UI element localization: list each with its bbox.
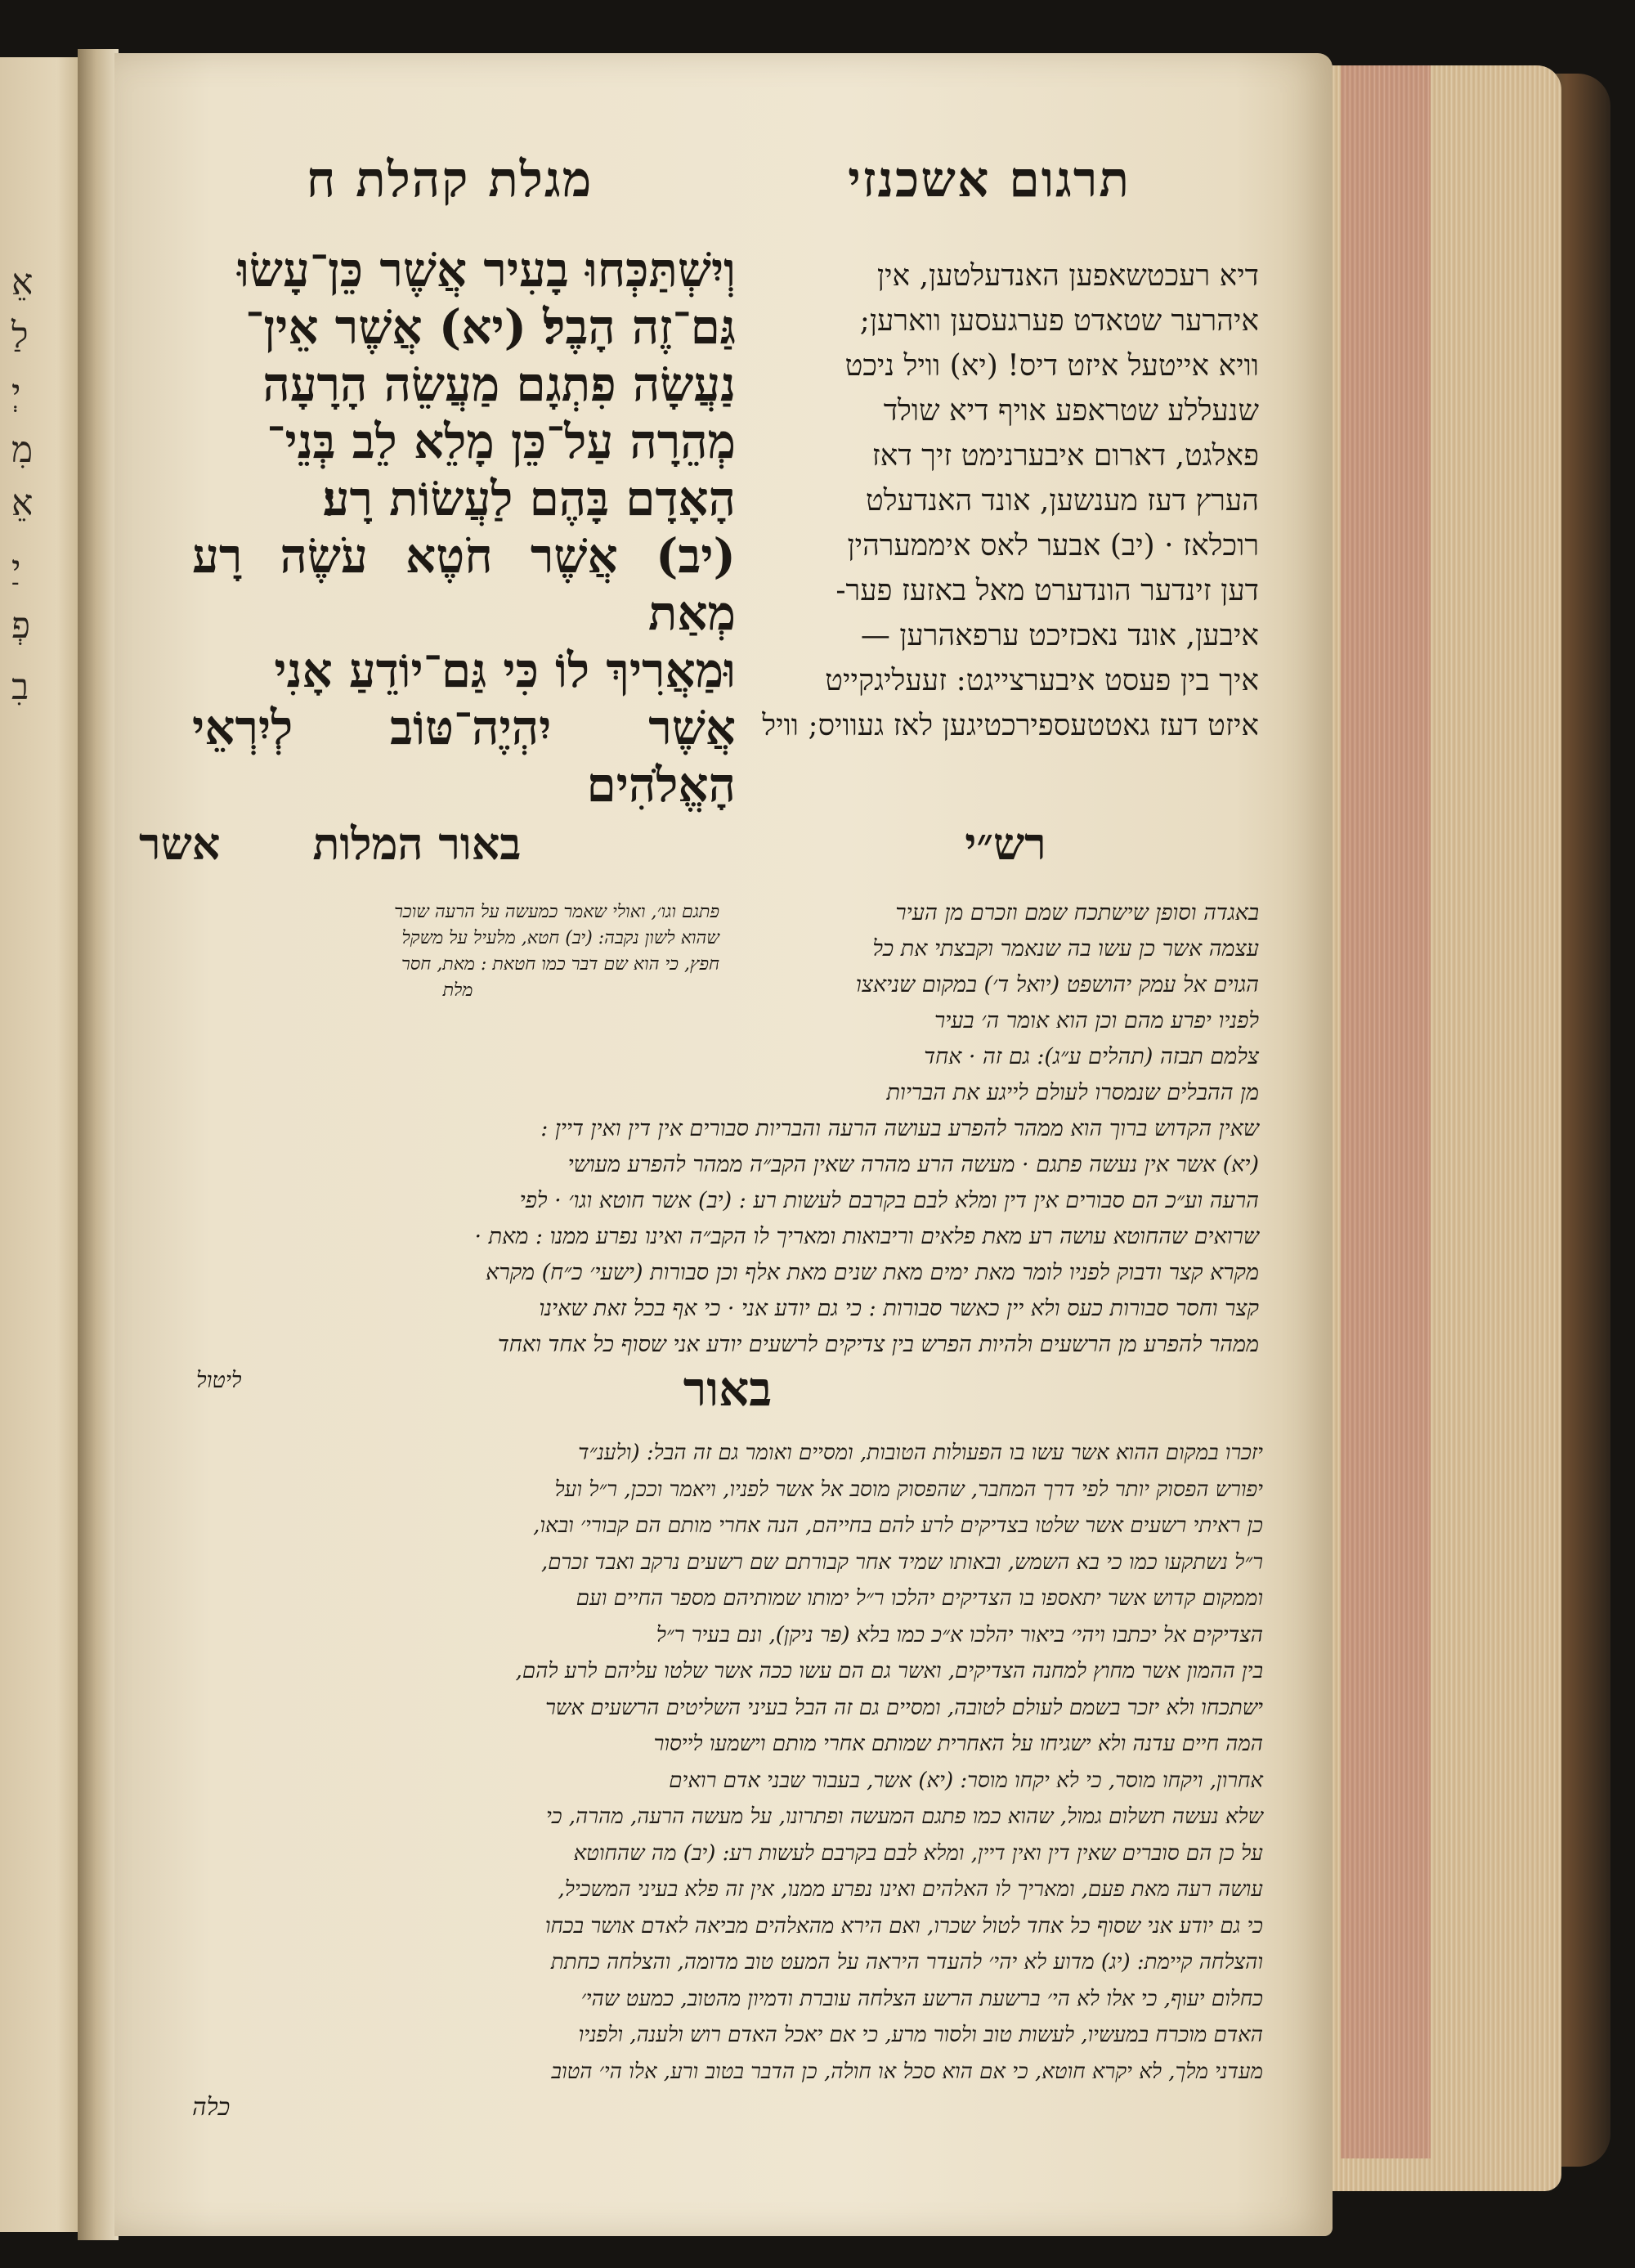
biur-line: וממקום קדוש אשר יתאספו בו הצדיקים יהלכו ר״ל ימותו שמותיהם מספר החיים ועם — [576, 1586, 1263, 1611]
rashi-line: הגוים אל עמק יהושפט (יואל ד׳) במקום שניאצו — [855, 972, 1259, 997]
rashi-line: מקרא קצר ודבוק לפניו לומר מאת ימים מאת שנים מאת אלף וכן סבורות (ישעי׳ כ״ח) מקרא — [486, 1260, 1259, 1285]
biur-line: בין ההמון אשר מחוץ למחנה הצדיקים, ואשר גם הם עשו ככה אשר שלטו עליהם לרע להם, — [515, 1659, 1263, 1683]
rashi-line: צלמם תבזה (תהלים ע״ג): גם זה · אחד — [924, 1044, 1259, 1069]
biur-line: והצלחה קיימת: (יג) מדוע לא יהי׳ להעדר היראה על המעט טוב מדומה, והצלחה כחתת — [550, 1950, 1263, 1974]
left-edge-glyph: אֵ — [11, 482, 34, 524]
left-edge-glyph: יְ — [11, 372, 21, 414]
rashi-line: הרעה וע״כ הם סבורים אין דין ומלא לבם בקרבם לעשות רע : (יב) אשר חוטא וגו׳ · לפי — [519, 1188, 1259, 1213]
biur-line: ר״ל נשתקעו כמו כי בא השמש, ובאותו שמיד אחר קבורתם שם רשעים נרקב ואבד זכרם, — [540, 1549, 1263, 1575]
biur-hamilot-block — [196, 899, 719, 1004]
biur-hamilot-line: מלת — [442, 980, 473, 1001]
rashi-line: שרואים שהחוטא עושה רע מאת פלאים וריבואות ומאריך לו הקב״ה ואינו נפרע ממנו : מאת · — [474, 1224, 1259, 1249]
rashi-full-width-block — [196, 1075, 1259, 1399]
rashi-line: עצמה אשר כן עשו בה שנאמר וקבצתי את כל — [872, 936, 1259, 961]
biur-line: כי גם יודע אני שסוף כל אחד לטול שכרו, ואם הירא מהאלהים מביאה לאדם אושר בכחו — [544, 1913, 1263, 1939]
biur-line: יפורש הפסוק יותר לפי דרך המחבר, שהפסוק מוסב אל אשר לפניו, ויאמר וככן, ר״ל ועל — [554, 1477, 1263, 1502]
rashi-line: באגדה וסופן שישתכח שמם וזכרם מן העיר — [895, 900, 1259, 926]
page-catchword: כלה — [192, 2093, 231, 2122]
rashi-line: (יא) אשר אין נעשה פתגם · מעשה הרע מהרה שאין הקב״ה ממהר להפרע מעושי — [567, 1152, 1259, 1177]
left-edge-glyph: יַ — [11, 548, 21, 589]
rashi-line: שאין הקדוש ברוך הוא ממהר להפרע בעושה הרעה והבריות סבורים אין דין ואין דיין : — [540, 1116, 1259, 1141]
biur-line: האדם מוכרח במעשיו, לעשות טוב ולסור מרע, כי אם יאכל האדם רוש ולענה, ולפניו — [578, 2023, 1263, 2047]
book-page — [114, 53, 1333, 2236]
left-edge-glyph: בִ — [11, 666, 29, 708]
yiddish-line: איהרער שטאדט פערגעסען ווארען; — [859, 304, 1259, 338]
yiddish-line: הערץ דעז מענשען, אונד האנדעלט — [865, 484, 1259, 518]
left-edge-glyph: מִ — [11, 429, 34, 471]
rashi-catchword: ליטול — [196, 1368, 242, 1393]
hebrew-line: (יב) אֲשֶׁר חֹטֶא עֹשֶׂה רָע מְאַת — [192, 528, 736, 641]
biur-line: הצדיקים אל יכתבו ויהי׳ ביאור יהלכו א״כ כמו בלא (פר ניקן), ונם בעיר ר״ל — [656, 1622, 1263, 1647]
biur-line: כחלום יעוף, כי אלו לא הי׳ ברשעת הרשע הצלחה עוברת ודמיון מהטוב, כמעט שהי׳ — [580, 1986, 1263, 2011]
biur-hamilot-line: שהוא לשון נקבה: (יב) חטא, מלעיל על משקל — [401, 928, 719, 948]
page-header-targum: תרגום אשכנזי — [848, 151, 1131, 208]
biur-line: כן ראיתי רשעים אשר שלטו בצדיקים לרע להם בחייהם, הנה אחרי מותם הם קבורי׳ ובאו, — [533, 1513, 1263, 1538]
catchword-asher: אשר — [139, 818, 221, 870]
rashi-column-block — [760, 895, 1259, 1075]
biur-line: אחרון, ויקחו מוסר, כי לא יקחו מוסר: (יא) אשר, בעבור שבני אדם רואים — [669, 1768, 1263, 1793]
hebrew-line: אֲשֶׁר יִהְיֶה־טּוֹב לְיִרְאֵי הָאֱלֹהִים — [192, 700, 736, 813]
rashi-line: מן ההבלים שנמסרו לעולם לייגע את הבריות — [886, 1080, 1259, 1105]
page-header-megillah: מגלת קהלת ח — [306, 151, 594, 208]
biur-line: המה חיים עדנה ולא ישגיחו על האחרית שמותם אחרי מותם וישמעו לייסור — [653, 1732, 1263, 1756]
hebrew-text-column — [192, 241, 736, 814]
rashi-line: קצר וחסר סבורות כעס ולא יין כאשר סבורות : כי גם יודע אני · כי אף בכל זאת שאינו — [539, 1296, 1259, 1321]
left-edge-glyph: לַ — [11, 315, 29, 356]
hebrew-line: וְיִשְׁתַּכְּחוּ בָעִיר אֲשֶׁר כֵּן־עָשׂוּ — [237, 242, 736, 298]
biur-line: עושה רעה מאת פעם, ומאריך לו האלהים ואינו נפרע ממנו, אין זה פלא בעיני המשכיל, — [558, 1877, 1263, 1902]
hebrew-line: הָאָדָם בָּהֶם לַעֲשׂוֹת רָע׃ — [322, 471, 736, 527]
biur-line: שלא נעשה תשלום גמול, שהוא כמו פתגם המעשה ופתרונו, על מעשה הרעה, מהרה, כי — [546, 1804, 1263, 1829]
biur-line: מעדני מלך, לא יקרא חוטא, כי אם הוא סכל או חולה, כן הדבר בטוב ורע, אלו הי׳ הטוב — [551, 2059, 1263, 2084]
rashi-heading: רש״י — [965, 818, 1046, 870]
biur-commentary-block — [192, 1435, 1263, 2127]
yiddish-line: פאלגט, דארום איבערנימט זיך דאז — [871, 439, 1259, 473]
hebrew-line: וּמַאֲרִיךְ לוֹ כִּי גַּם־יוֹדֵעַ אָנִי — [274, 643, 736, 698]
biur-line: על כן הם סוברים שאין דין ואין דיין, ומלא לבם בקרבם לעשות רע: (יב) מה שהחוטא — [573, 1840, 1263, 1866]
rashi-line: לפניו יפרע מהם וכן הוא אומר ה׳ בעיר — [934, 1008, 1259, 1033]
left-page-sliver — [0, 57, 82, 2232]
yiddish-line: איך בין פעסט איבערצייגט: זעעליגקייט — [825, 664, 1259, 697]
yiddish-line: איבען, אונד נאכזיכט ערפאהרען — — [860, 619, 1259, 652]
hebrew-line: מְהֵרָה עַל־כֵּן מָלֵא לֵב בְּנֵי־ — [267, 414, 736, 469]
yiddish-translation-column — [760, 253, 1259, 748]
biur-heading: באור — [683, 1361, 773, 1417]
hebrew-line: גַּם־זֶה הָבֶל׃ (יא) אֲשֶׁר אֵין־ — [245, 299, 736, 355]
rashi-line: ממהר להפרע מן הרשעים ולהיות הפרש בין צדיקים לרשעים יודע אני שסוף כל אחד ואחד — [497, 1332, 1259, 1357]
page-block-red-edge — [1341, 65, 1431, 2158]
biur-line: יזכרו במקום ההוא אשר עשו בו הפעולות הטובות, ומסיים ואומר גם זה הבל: (ולענ״ד — [578, 1441, 1263, 1465]
hebrew-line: נַעֲשָׂה פִתְגָם מַעֲשֵׂה הָרָעָה — [262, 356, 736, 412]
biur-line: ישתכחו ולא יזכר בשמם לעולם לטובה, ומסיים גם זה הבל בעיני השליטים הרשעים אשר — [545, 1695, 1263, 1720]
book-gutter — [78, 49, 119, 2240]
biur-hamilot-line: חפץ, כי הוא שם דבר כמו חטאת : מאת, חסר — [401, 954, 719, 975]
yiddish-line: וויא אייטעל איזט דיס! (יא) וויל ניכט — [844, 349, 1259, 383]
left-edge-glyph: פְ — [11, 605, 31, 647]
left-edge-glyph: אֵ — [11, 262, 34, 303]
yiddish-line: איזט דעז גאטטעספירכטיגען לאז געוויס; וויל — [762, 709, 1259, 742]
yiddish-line: שנעללע שטראפע אויף דיא שולד — [883, 394, 1259, 428]
yiddish-line: דען זינדער הונדערט מאל באזעז פער- — [835, 574, 1259, 607]
yiddish-line: רוכלאז · (יב) אבער לאס איממערהין — [847, 529, 1259, 563]
yiddish-line: דיא רעכטשאפען האנדעלטען, אין — [876, 259, 1259, 293]
biur-hamilot-line: פתגם וגו׳, ואולי שאמר כמעשה על הרעה שוכר — [394, 902, 719, 922]
biur-hamilot-heading: באור המלות — [312, 818, 522, 870]
